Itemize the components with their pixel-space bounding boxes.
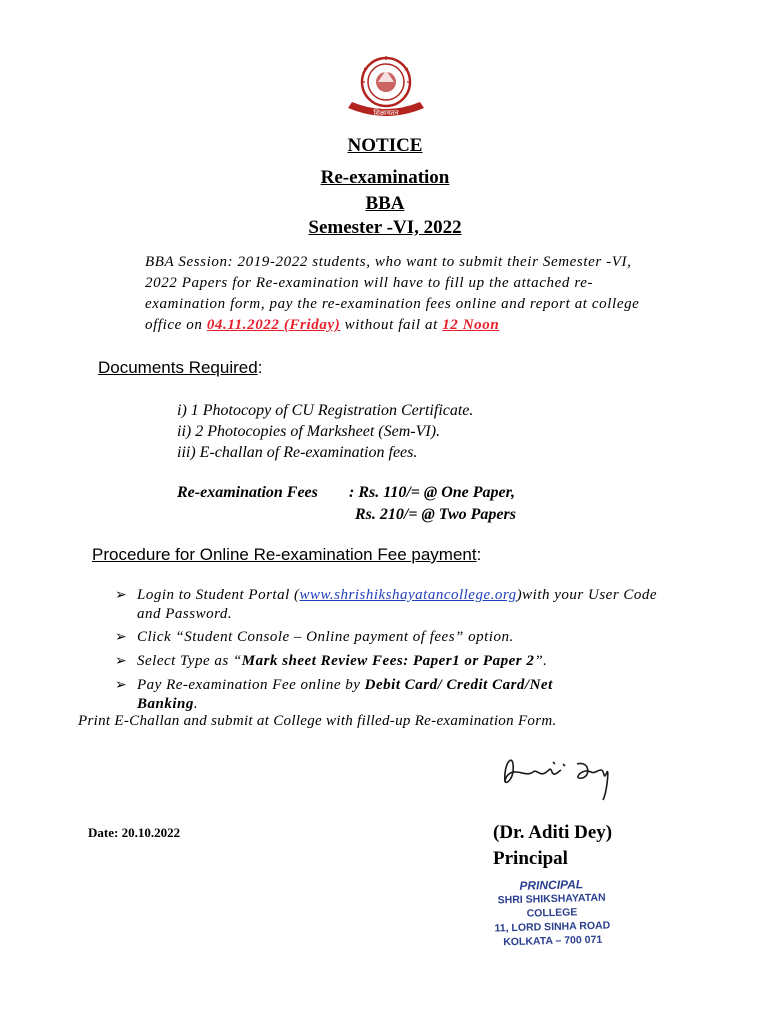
notice-heading: NOTICE <box>347 135 423 156</box>
college-website-link[interactable]: www.shrishikshayatancollege.org <box>299 587 517 603</box>
document-item: ii) 2 Photocopies of Marksheet (Sem-VI). <box>177 423 441 440</box>
arrow-bullet-icon: ➢ <box>115 630 128 645</box>
arrow-bullet-icon: ➢ <box>115 654 128 669</box>
college-seal-logo <box>334 52 438 128</box>
procedure-step-1: ➢ Login to Student Portal (www.shrishikshayatancollege.org)with your User Code and Password. <box>115 587 658 622</box>
intro-paragraph <box>145 252 645 336</box>
procedure-step-4: ➢ Pay Re-examination Fee online by Debit Card/ Credit Card/Net Banking. <box>115 677 553 712</box>
intro-text-2: without fail at <box>340 317 443 333</box>
report-time: 12 Noon <box>442 317 500 333</box>
notice-date: Date: 20.10.2022 <box>88 825 181 840</box>
principal-designation: Principal <box>493 848 568 869</box>
report-date: 04.11.2022 (Friday) <box>206 317 341 333</box>
procedure-step-3: ➢ Select Type as “Mark sheet Review Fees: Paper1 or Paper 2”. <box>115 653 548 669</box>
procedure-section-title: Procedure for Online Re-examination Fee payment: <box>92 545 482 564</box>
fees-label: Re-examination Fees <box>177 484 318 501</box>
course-heading: BBA <box>365 193 405 214</box>
procedure-step-2: ➢ Click “Student Console – Online payment of fees” option. <box>115 629 514 645</box>
principal-stamp: PRINCIPAL SHRI SHIKSHAYATAN COLLEGE 11, LORD SINHA ROAD KOLKATA – 700 071 <box>494 877 611 949</box>
document-item: iii) E-challan of Re-examination fees. <box>177 444 418 461</box>
document-item: i) 1 Photocopy of CU Registration Certificate. <box>177 402 474 419</box>
principal-signature <box>495 742 625 804</box>
arrow-bullet-icon: ➢ <box>115 588 128 603</box>
documents-list <box>177 400 473 463</box>
re-examination-heading: Re-examination <box>320 167 450 188</box>
documents-section-title: Documents Required: <box>98 358 263 377</box>
fee-one-paper: : Rs. 110/= @ One Paper, <box>349 484 515 501</box>
intro-text: BBA Session: 2019-2022 students, who want to submit their Semester -VI, 2022 Papers for Re-examination will have to fill up the attached re-examination form, pay the re-examination fees online and report at college office on <box>145 254 640 333</box>
procedure-final-instruction: Print E-Challan and submit at College with filled-up Re-examination Form. <box>78 713 557 729</box>
fee-two-papers: Rs. 210/= @ Two Papers <box>355 506 516 523</box>
arrow-bullet-icon: ➢ <box>115 678 128 693</box>
principal-name: (Dr. Aditi Dey) <box>493 822 613 843</box>
semester-heading: Semester -VI, 2022 <box>308 217 462 238</box>
seal-caption: शिक्षायतन <box>373 109 399 117</box>
